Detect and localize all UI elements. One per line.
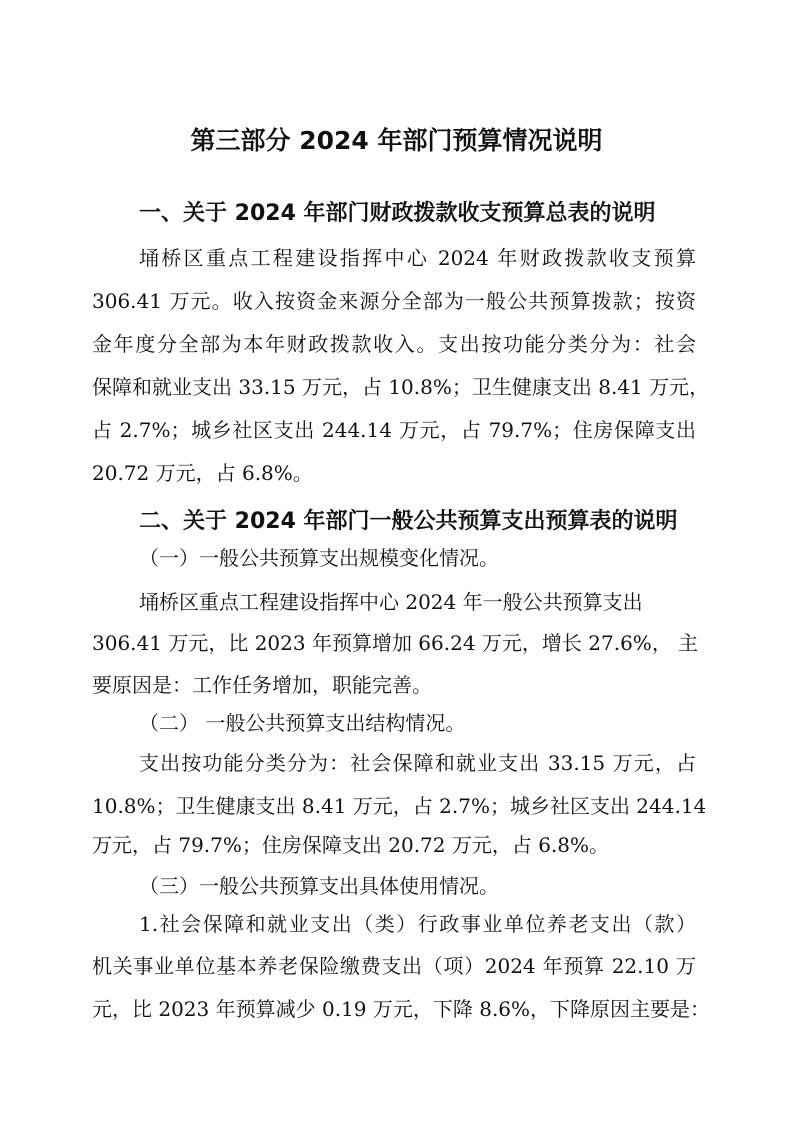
paragraph-line: 占 2.7%；城乡社区支出 244.14 万元，占 79.7%；住房保障支出 (92, 418, 696, 442)
section-2-heading: 二、关于 2024 年部门一般公共预算支出预算表的说明 (139, 509, 678, 534)
subsection-2-heading: （二） 一般公共预算支出结构情况。 (139, 711, 466, 735)
subsection-1-heading: （一）一般公共预算支出规模变化情况。 (139, 546, 499, 570)
paragraph-line: 20.72 万元，占 6.8%。 (92, 461, 313, 485)
paragraph-line: 10.8%；卫生健康支出 8.41 万元，占 2.7%；城乡社区支出 244.14 (92, 794, 707, 818)
paragraph-line: 埇桥区重点工程建设指挥中心 2024 年一般公共预算支出 (139, 590, 643, 614)
paragraph-line: 1.社会保障和就业支出（类）行政事业单位养老支出（款） (139, 912, 696, 936)
paragraph-line: 306.41 万元。收入按资金来源分全部为一般公共预算拨款；按资 (92, 289, 696, 313)
paragraph-line: 元，比 2023 年预算减少 0.19 万元，下降 8.6%，下降原因主要是： (92, 997, 711, 1021)
paragraph-line: 306.41 万元，比 2023 年预算增加 66.24 万元，增长 27.6%， 主 (92, 631, 699, 655)
paragraph-line: 万元，占 79.7%；住房保障支出 20.72 万元，占 6.8%。 (92, 833, 610, 857)
paragraph-line: 保障和就业支出 33.15 万元，占 10.8%；卫生健康支出 8.41 万元， (92, 375, 710, 399)
section-1-heading: 一、关于 2024 年部门财政拨款收支预算总表的说明 (139, 201, 656, 226)
paragraph-line: 金年度分全部为本年财政拨款收入。支出按功能分类分为：社会 (92, 332, 696, 356)
paragraph-line: 埇桥区重点工程建设指挥中心 2024 年财政拨款收支预算 (139, 246, 696, 270)
paragraph-line: 要原因是：工作任务增加，职能完善。 (92, 673, 432, 697)
paragraph-line: 支出按功能分类分为：社会保障和就业支出 33.15 万元，占 (139, 751, 696, 775)
page-title: 第三部分 2024 年部门预算情况说明 (190, 126, 603, 155)
subsection-3-heading: （三）一般公共预算支出具体使用情况。 (139, 874, 499, 898)
paragraph-line: 机关事业单位基本养老保险缴费支出（项）2024 年预算 22.10 万 (92, 954, 696, 978)
